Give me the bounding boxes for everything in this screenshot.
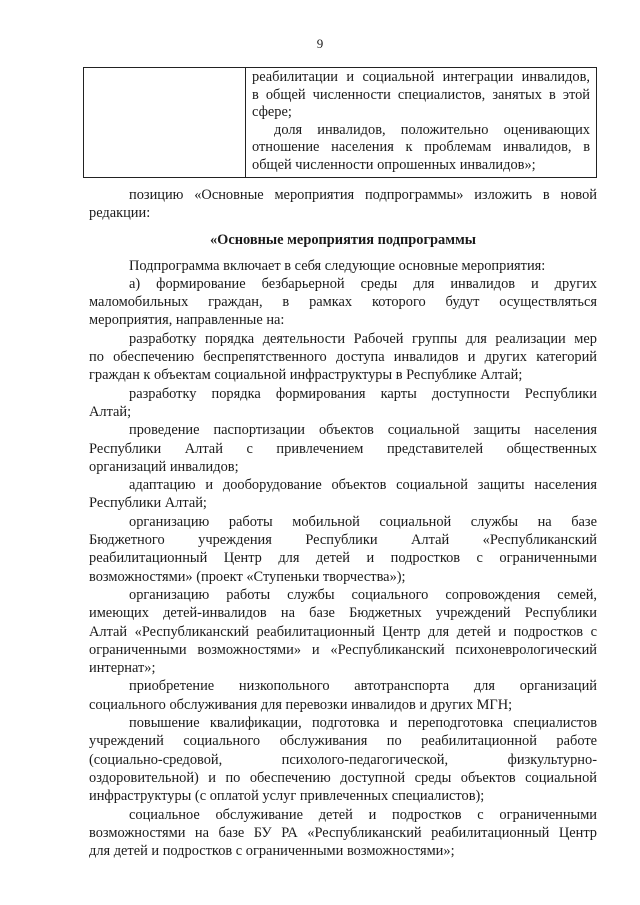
body-line: интернат»; (89, 660, 156, 677)
body-line: проведение паспортизации объектов социальной защиты населения (129, 422, 597, 439)
body-line: организаций инвалидов; (89, 458, 239, 475)
section-heading: «Основные мероприятия подпрограммы (209, 231, 477, 248)
body-line: по обеспечению беспрепятственного доступа инвалидов и других категорий (89, 349, 597, 366)
table-text-line: общей численности опрошенных инвалидов»; (252, 156, 536, 173)
intro-line: позицию «Основные мероприятия подпрограммы» изложить в новой (129, 187, 597, 203)
body-line: возможностями» (проект «Ступеньки творчества»); (89, 568, 406, 585)
body-line: разработку порядка деятельности Рабочей группы для реализации мер (129, 330, 597, 347)
body-line: приобретение низкопольного автотранспорта для организаций (129, 678, 597, 695)
body-line: мероприятия, направленные на: (89, 312, 285, 329)
body-line: реабилитационный Центр для детей и подростков с ограниченными (89, 550, 597, 567)
table-text-line: реабилитации и социальной интеграции инвалидов, (252, 69, 590, 85)
body-line: инфраструктуры (с оплатой услуг привлеченных специалистов); (89, 788, 485, 805)
body-line: повышение квалификации, подготовка и переподготовка специалистов (129, 715, 597, 732)
page-number: 9 (316, 36, 324, 51)
body-line: социального обслуживания для перевозки инвалидов и других МГН; (89, 696, 513, 713)
body-line: Алтай; (89, 403, 132, 420)
body-line: Подпрограмма включает в себя следующие основные мероприятия: (129, 257, 546, 274)
body-line: оздоровительной) и по обеспечению доступной среды объектов социальной (89, 769, 597, 786)
body-line: а) формирование безбарьерной среды для инвалидов и других (129, 275, 597, 292)
body-line: имеющих детей-инвалидов на базе Бюджетных учреждений Республики (89, 605, 597, 622)
body-line: Республики Алтай; (89, 495, 207, 512)
body-line: граждан к объектам социальной инфраструктуры в Республике Алтай; (89, 367, 523, 384)
table-cell-empty (84, 68, 246, 178)
table-text-line: доля инвалидов, положительно оценивающих (274, 121, 590, 138)
body-line: организацию работы мобильной социальной службы на базе (129, 513, 597, 530)
intro-paragraph (89, 186, 597, 223)
document-body (89, 186, 597, 860)
body-line: для детей и подростков с ограниченными возможностями»; (89, 843, 455, 860)
body-line: разработку порядка формирования карты доступности Республики (129, 385, 597, 402)
body-line: возможностями на базе БУ РА «Республиканский реабилитационный Центр (89, 824, 597, 841)
table-cell-text (246, 68, 597, 178)
body-line: организацию работы службы социального сопровождения семей, (129, 586, 597, 603)
body-line: учреждений социального обслуживания по реабилитационной работе (89, 733, 597, 750)
table-text-line: сфере; (252, 104, 292, 121)
body-line: адаптацию и дооборудование объектов социальной защиты населения (129, 477, 597, 494)
table-row (84, 68, 597, 178)
body-line: Бюджетного учреждения Республики Алтай «Республиканский (89, 532, 597, 549)
body-line: (социально-средовой, психолого-педагогической, физкультурно- (89, 751, 597, 768)
body-paragraphs (89, 257, 597, 861)
body-line: Республики Алтай с привлечением представителей общественных (89, 440, 597, 457)
intro-line: редакции: (89, 205, 151, 222)
table-text-line: в общей численности специалистов, занятых в этой (252, 86, 590, 103)
body-line: социальное обслуживание детей и подростков с ограниченными (129, 806, 597, 823)
body-line: ограниченными возможностями» и «Республиканский психоневрологический (89, 641, 597, 658)
body-line: маломобильных граждан, в рамках которого будут осуществляться (89, 294, 597, 311)
indicators-table (83, 67, 597, 178)
table-text-line: отношение населения к проблемам инвалидов, в (252, 139, 590, 156)
body-line: Алтай «Республиканский реабилитационный Центр для детей и подростков с (89, 623, 597, 640)
